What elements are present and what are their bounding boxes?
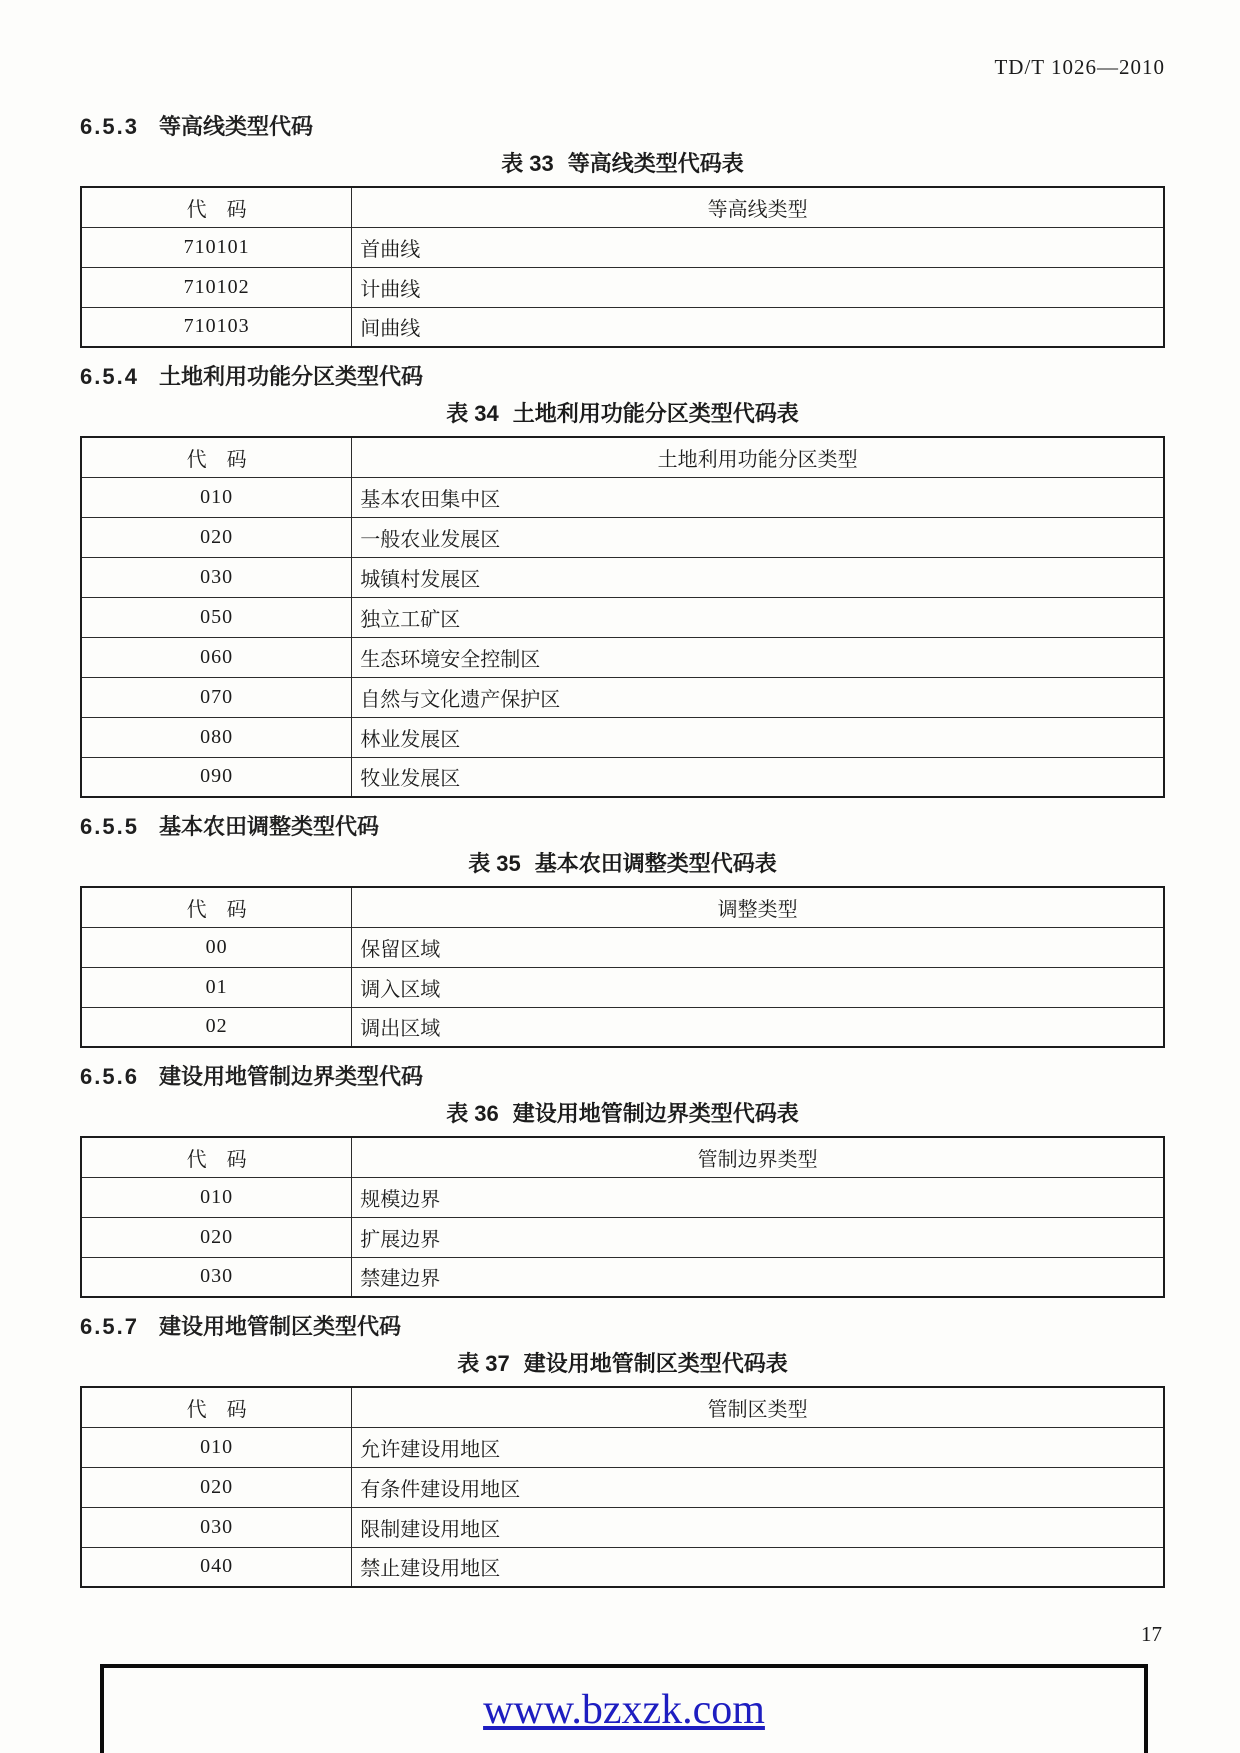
code-table-33	[80, 186, 1165, 348]
cell-type: 基本农田集中区	[352, 477, 1164, 517]
table-row	[81, 967, 1164, 1007]
section-number: 6.5.6	[80, 1064, 139, 1089]
cell-code: 01	[81, 967, 352, 1007]
col-header-type: 土地利用功能分区类型	[352, 437, 1164, 477]
table-title: 建设用地管制区类型代码表	[523, 1351, 788, 1376]
table-caption	[80, 147, 1165, 178]
section-6-5-3	[80, 110, 1165, 348]
cell-code: 080	[81, 717, 352, 757]
table-row	[81, 267, 1164, 307]
table-header-row	[81, 1387, 1164, 1427]
cell-code: 030	[81, 557, 352, 597]
table-label: 表 34	[446, 401, 499, 426]
section-heading	[80, 1060, 1165, 1091]
cell-type: 允许建设用地区	[352, 1427, 1164, 1467]
table-header-row	[81, 437, 1164, 477]
col-header-type: 调整类型	[352, 887, 1164, 927]
table-label: 表 36	[446, 1101, 499, 1126]
section-title: 等高线类型代码	[158, 114, 313, 139]
section-number: 6.5.7	[80, 1314, 139, 1339]
section-heading	[80, 1310, 1165, 1341]
table-caption	[80, 397, 1165, 428]
cell-code: 020	[81, 517, 352, 557]
page-number: 17	[1141, 1622, 1162, 1646]
section-title: 土地利用功能分区类型代码	[158, 364, 423, 389]
cell-type: 牧业发展区	[352, 757, 1164, 797]
table-caption	[80, 1097, 1165, 1128]
section-6-5-5	[80, 810, 1165, 1048]
table-row	[81, 307, 1164, 347]
cell-code: 020	[81, 1467, 352, 1507]
table-header-row	[81, 187, 1164, 227]
section-heading	[80, 360, 1165, 391]
table-row	[81, 1507, 1164, 1547]
table-row	[81, 637, 1164, 677]
table-title: 建设用地管制边界类型代码表	[512, 1101, 799, 1126]
table-row	[81, 1467, 1164, 1507]
table-row	[81, 677, 1164, 717]
section-6-5-6	[80, 1060, 1165, 1298]
cell-code: 710101	[81, 227, 352, 267]
table-row	[81, 1257, 1164, 1297]
col-header-code: 代 码	[81, 887, 352, 927]
col-header-code: 代 码	[81, 1387, 352, 1427]
table-row	[81, 557, 1164, 597]
col-header-type: 管制区类型	[352, 1387, 1164, 1427]
col-header-code: 代 码	[81, 437, 352, 477]
section-heading	[80, 810, 1165, 841]
section-title: 基本农田调整类型代码	[158, 814, 379, 839]
section-number: 6.5.4	[80, 364, 139, 389]
code-table-35	[80, 886, 1165, 1048]
col-header-code: 代 码	[81, 187, 352, 227]
code-table-34	[80, 436, 1165, 798]
table-row	[81, 227, 1164, 267]
table-row	[81, 1007, 1164, 1047]
table-header-row	[81, 1137, 1164, 1177]
table-label: 表 37	[457, 1351, 510, 1376]
cell-code: 00	[81, 927, 352, 967]
section-title: 建设用地管制边界类型代码	[158, 1064, 423, 1089]
cell-code: 710102	[81, 267, 352, 307]
cell-code: 010	[81, 1427, 352, 1467]
cell-code: 030	[81, 1257, 352, 1297]
cell-code: 710103	[81, 307, 352, 347]
cell-code: 010	[81, 477, 352, 517]
standard-number: TD/T 1026—2010	[994, 55, 1165, 79]
table-row	[81, 477, 1164, 517]
cell-type: 一般农业发展区	[352, 517, 1164, 557]
table-row	[81, 597, 1164, 637]
cell-type: 调出区域	[352, 1007, 1164, 1047]
table-caption	[80, 1347, 1165, 1378]
cell-type: 禁止建设用地区	[352, 1547, 1164, 1587]
code-table-36	[80, 1136, 1165, 1298]
table-caption	[80, 847, 1165, 878]
table-row	[81, 717, 1164, 757]
cell-type: 调入区域	[352, 967, 1164, 1007]
watermark-link[interactable]: www.bzxzk.com	[483, 1687, 765, 1733]
section-heading	[80, 110, 1165, 141]
cell-type: 独立工矿区	[352, 597, 1164, 637]
table-row	[81, 1427, 1164, 1467]
table-label: 表 35	[468, 851, 521, 876]
table-row	[81, 757, 1164, 797]
cell-code: 060	[81, 637, 352, 677]
section-number: 6.5.5	[80, 814, 139, 839]
cell-type: 规模边界	[352, 1177, 1164, 1217]
col-header-type: 等高线类型	[352, 187, 1164, 227]
col-header-code: 代 码	[81, 1137, 352, 1177]
cell-code: 050	[81, 597, 352, 637]
cell-type: 保留区域	[352, 927, 1164, 967]
cell-type: 禁建边界	[352, 1257, 1164, 1297]
cell-code: 070	[81, 677, 352, 717]
cell-type: 扩展边界	[352, 1217, 1164, 1257]
cell-type: 生态环境安全控制区	[352, 637, 1164, 677]
cell-type: 间曲线	[352, 307, 1164, 347]
table-header-row	[81, 887, 1164, 927]
cell-type: 首曲线	[352, 227, 1164, 267]
cell-code: 030	[81, 1507, 352, 1547]
cell-code: 02	[81, 1007, 352, 1047]
code-table-37	[80, 1386, 1165, 1588]
section-6-5-7	[80, 1310, 1165, 1588]
section-number: 6.5.3	[80, 114, 139, 139]
cell-type: 自然与文化遗产保护区	[352, 677, 1164, 717]
cell-type: 限制建设用地区	[352, 1507, 1164, 1547]
cell-type: 林业发展区	[352, 717, 1164, 757]
section-title: 建设用地管制区类型代码	[158, 1314, 401, 1339]
col-header-type: 管制边界类型	[352, 1137, 1164, 1177]
table-row	[81, 517, 1164, 557]
cell-code: 010	[81, 1177, 352, 1217]
table-title: 土地利用功能分区类型代码表	[512, 401, 799, 426]
cell-type: 有条件建设用地区	[352, 1467, 1164, 1507]
cell-code: 090	[81, 757, 352, 797]
table-label: 表 33	[501, 151, 554, 176]
cell-type: 计曲线	[352, 267, 1164, 307]
section-6-5-4	[80, 360, 1165, 798]
cell-code: 040	[81, 1547, 352, 1587]
watermark-box	[100, 1664, 1148, 1753]
cell-type: 城镇村发展区	[352, 557, 1164, 597]
table-title: 基本农田调整类型代码表	[534, 851, 777, 876]
cell-code: 020	[81, 1217, 352, 1257]
table-row	[81, 1217, 1164, 1257]
table-row	[81, 1177, 1164, 1217]
table-row	[81, 1547, 1164, 1587]
table-row	[81, 927, 1164, 967]
table-title: 等高线类型代码表	[567, 151, 744, 176]
